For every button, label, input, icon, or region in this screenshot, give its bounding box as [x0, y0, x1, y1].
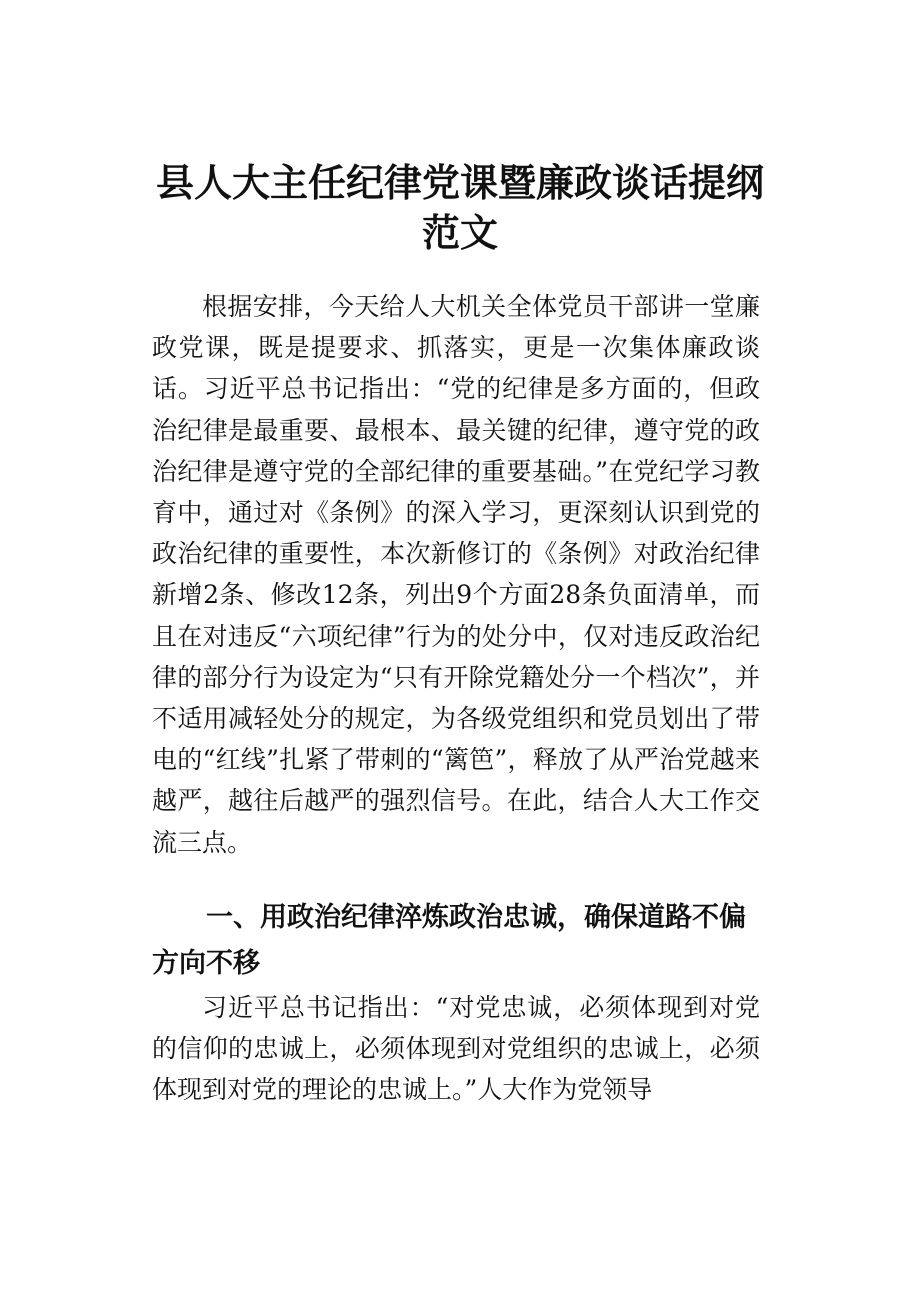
document-title: 县人大主任纪律党课暨廉政谈话提纲范文 [155, 161, 764, 255]
body-paragraph: 根据安排，今天给人大机关全体党员干部讲一堂廉政党课，既是提要求、抓落实，更是一次集体廉政谈话。习近平总书记指出：“党的纪律是多方面的，但政治纪律是最重要、最根本、最关键的纪律，遵守党的政治纪律是遵守党的全部纪律的重要基础。”在党纪学习教育中，通过对《条例》的深入学习，更深刻认识到党的政治纪律的重要性，本次新修订的《条例》对政治纪律新增2条、修改12条，列出9个方面28条负面清单，而且在对违反“六项纪律”行为的处分中，仅对违反政治纪律的部分行为设定为“只有开除党籍处分一个档次”，并不适用减轻处分的规定，为各级党组织和党员划出了带电的“红线”扎紧了带刺的“篱笆”，释放了从严治党越来越严，越往后越严的强烈信号。在此，结合人大工作交流三点。 [152, 292, 760, 857]
section-heading: 一、用政治纪律淬炼政治忠诚，确保道路不偏方向不移 [152, 902, 746, 979]
body-paragraph: 习近平总书记指出：“对党忠诚，必须体现到对党的信仰的忠诚上，必须体现到对党组织的忠诚上，必须体现到对党的理论的忠诚上。”人大作为党领导 [152, 993, 760, 1105]
